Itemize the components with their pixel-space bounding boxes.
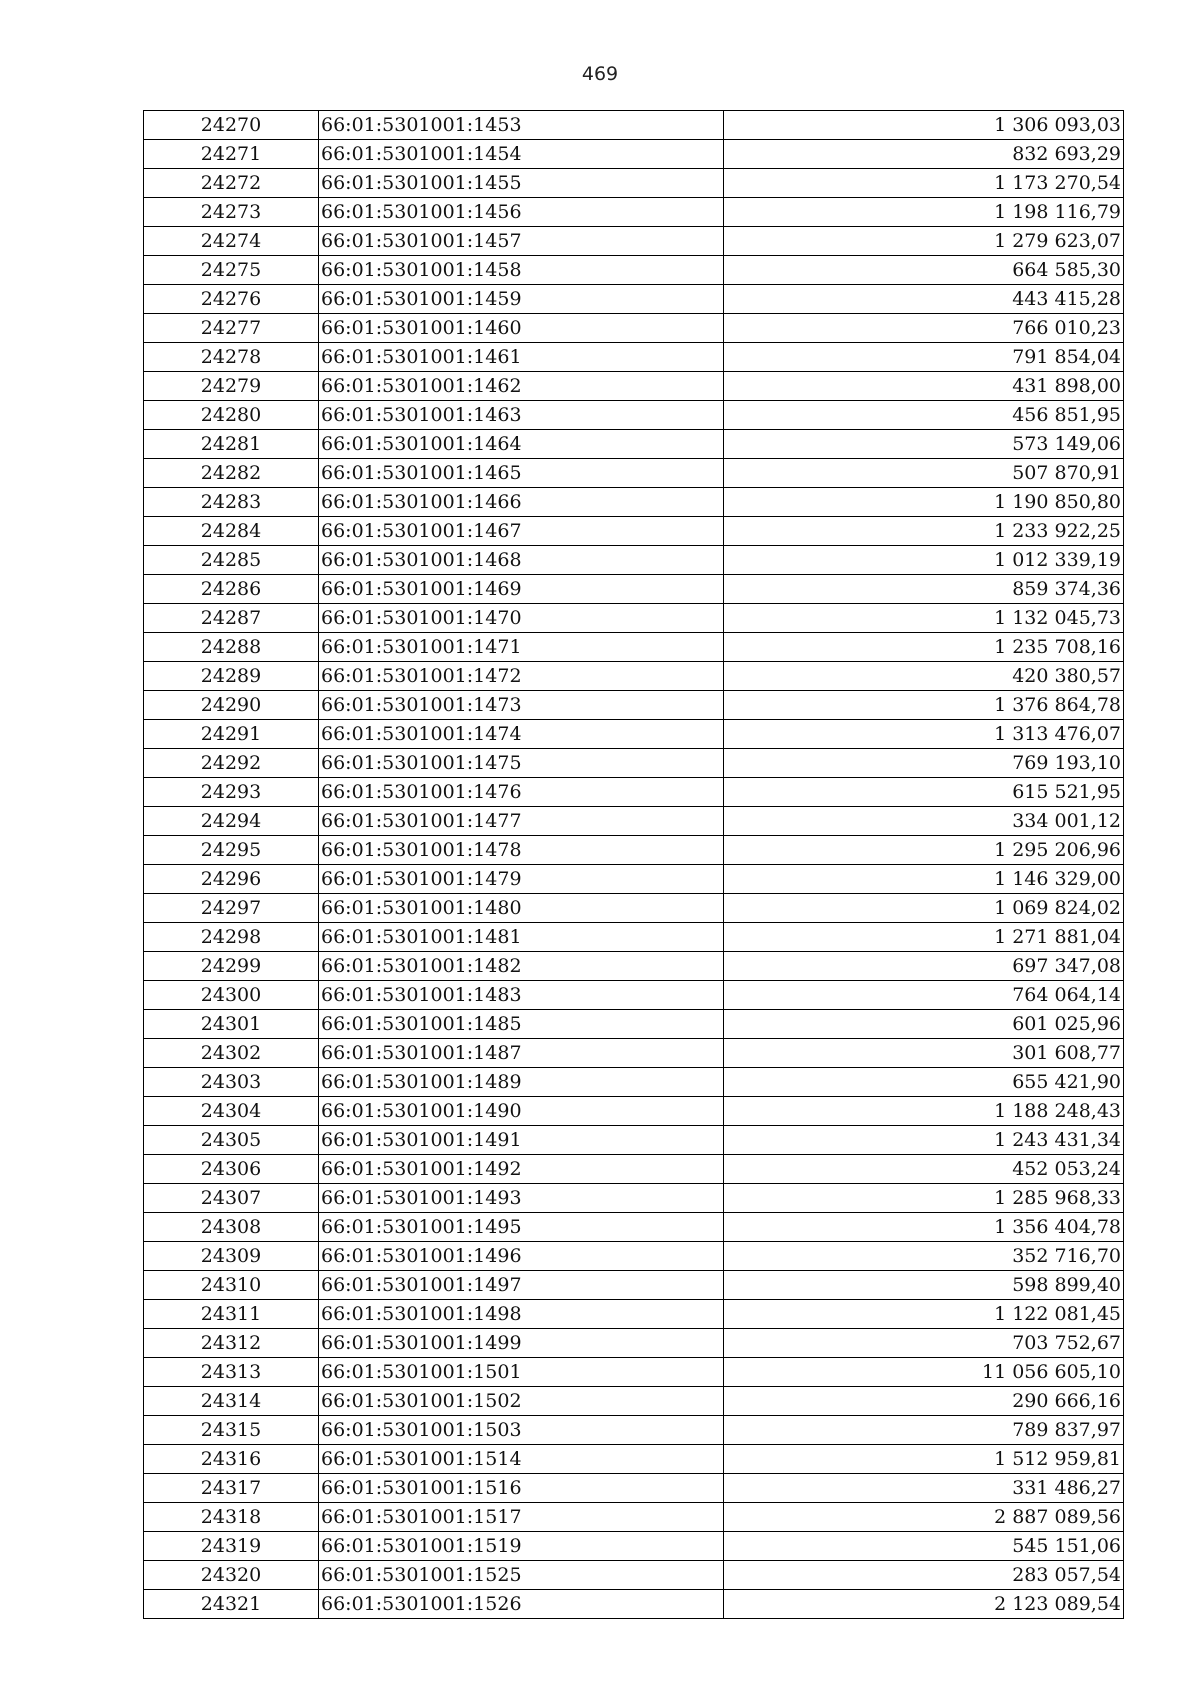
cadastral-number-cell: 66:01:5301001:1479 bbox=[319, 865, 724, 894]
table-row bbox=[144, 1503, 1124, 1532]
row-number-cell: 24319 bbox=[144, 1532, 319, 1561]
cadastral-number-cell: 66:01:5301001:1491 bbox=[319, 1126, 724, 1155]
row-number-cell: 24281 bbox=[144, 430, 319, 459]
row-number-cell: 24287 bbox=[144, 604, 319, 633]
table-row bbox=[144, 256, 1124, 285]
cadastral-value-cell: 1 313 476,07 bbox=[724, 720, 1124, 749]
table-row bbox=[144, 807, 1124, 836]
row-number-cell: 24270 bbox=[144, 111, 319, 140]
cadastral-value-cell: 766 010,23 bbox=[724, 314, 1124, 343]
cadastral-number-cell: 66:01:5301001:1469 bbox=[319, 575, 724, 604]
cadastral-value-cell: 1 012 339,19 bbox=[724, 546, 1124, 575]
cadastral-value-cell: 1 233 922,25 bbox=[724, 517, 1124, 546]
cadastral-number-cell: 66:01:5301001:1519 bbox=[319, 1532, 724, 1561]
table-row bbox=[144, 1300, 1124, 1329]
cadastral-value-cell: 601 025,96 bbox=[724, 1010, 1124, 1039]
cadastral-number-cell: 66:01:5301001:1483 bbox=[319, 981, 724, 1010]
cadastral-number-cell: 66:01:5301001:1502 bbox=[319, 1387, 724, 1416]
cadastral-number-cell: 66:01:5301001:1493 bbox=[319, 1184, 724, 1213]
cadastral-number-cell: 66:01:5301001:1460 bbox=[319, 314, 724, 343]
table-row bbox=[144, 140, 1124, 169]
table-row bbox=[144, 952, 1124, 981]
cadastral-value-cell: 545 151,06 bbox=[724, 1532, 1124, 1561]
cadastral-value-cell: 1 271 881,04 bbox=[724, 923, 1124, 952]
table-row bbox=[144, 1416, 1124, 1445]
row-number-cell: 24284 bbox=[144, 517, 319, 546]
row-number-cell: 24282 bbox=[144, 459, 319, 488]
cadastral-number-cell: 66:01:5301001:1476 bbox=[319, 778, 724, 807]
cadastral-value-cell: 443 415,28 bbox=[724, 285, 1124, 314]
cadastral-number-cell: 66:01:5301001:1516 bbox=[319, 1474, 724, 1503]
row-number-cell: 24305 bbox=[144, 1126, 319, 1155]
cadastral-number-cell: 66:01:5301001:1474 bbox=[319, 720, 724, 749]
row-number-cell: 24308 bbox=[144, 1213, 319, 1242]
table-row bbox=[144, 981, 1124, 1010]
table-row bbox=[144, 1213, 1124, 1242]
table-row bbox=[144, 111, 1124, 140]
cadastral-value-cell: 1 512 959,81 bbox=[724, 1445, 1124, 1474]
cadastral-number-cell: 66:01:5301001:1461 bbox=[319, 343, 724, 372]
cadastral-value-cell: 1 376 864,78 bbox=[724, 691, 1124, 720]
table-row bbox=[144, 1590, 1124, 1619]
row-number-cell: 24274 bbox=[144, 227, 319, 256]
row-number-cell: 24318 bbox=[144, 1503, 319, 1532]
cadastral-value-cell: 1 285 968,33 bbox=[724, 1184, 1124, 1213]
row-number-cell: 24301 bbox=[144, 1010, 319, 1039]
cadastral-value-cell: 697 347,08 bbox=[724, 952, 1124, 981]
cadastral-number-cell: 66:01:5301001:1455 bbox=[319, 169, 724, 198]
table-row bbox=[144, 1155, 1124, 1184]
cadastral-number-cell: 66:01:5301001:1468 bbox=[319, 546, 724, 575]
cadastral-value-cell: 1 243 431,34 bbox=[724, 1126, 1124, 1155]
cadastral-number-cell: 66:01:5301001:1492 bbox=[319, 1155, 724, 1184]
cadastral-number-cell: 66:01:5301001:1481 bbox=[319, 923, 724, 952]
row-number-cell: 24278 bbox=[144, 343, 319, 372]
table-row bbox=[144, 546, 1124, 575]
cadastral-value-cell: 1 173 270,54 bbox=[724, 169, 1124, 198]
cadastral-number-cell: 66:01:5301001:1499 bbox=[319, 1329, 724, 1358]
table-row bbox=[144, 343, 1124, 372]
row-number-cell: 24299 bbox=[144, 952, 319, 981]
table-row bbox=[144, 865, 1124, 894]
table-row bbox=[144, 749, 1124, 778]
cadastral-value-cell: 1 279 623,07 bbox=[724, 227, 1124, 256]
cadastral-value-cell: 859 374,36 bbox=[724, 575, 1124, 604]
row-number-cell: 24306 bbox=[144, 1155, 319, 1184]
row-number-cell: 24309 bbox=[144, 1242, 319, 1271]
row-number-cell: 24291 bbox=[144, 720, 319, 749]
cadastral-value-cell: 2 887 089,56 bbox=[724, 1503, 1124, 1532]
row-number-cell: 24315 bbox=[144, 1416, 319, 1445]
table-row bbox=[144, 923, 1124, 952]
cadastral-number-cell: 66:01:5301001:1459 bbox=[319, 285, 724, 314]
cadastral-value-cell: 452 053,24 bbox=[724, 1155, 1124, 1184]
table-row bbox=[144, 401, 1124, 430]
table-row bbox=[144, 836, 1124, 865]
cadastral-number-cell: 66:01:5301001:1477 bbox=[319, 807, 724, 836]
table-row bbox=[144, 459, 1124, 488]
cadastral-number-cell: 66:01:5301001:1466 bbox=[319, 488, 724, 517]
row-number-cell: 24320 bbox=[144, 1561, 319, 1590]
cadastral-number-cell: 66:01:5301001:1496 bbox=[319, 1242, 724, 1271]
cadastral-value-cell: 456 851,95 bbox=[724, 401, 1124, 430]
cadastral-number-cell: 66:01:5301001:1456 bbox=[319, 198, 724, 227]
row-number-cell: 24298 bbox=[144, 923, 319, 952]
cadastral-number-cell: 66:01:5301001:1485 bbox=[319, 1010, 724, 1039]
row-number-cell: 24297 bbox=[144, 894, 319, 923]
table-row bbox=[144, 575, 1124, 604]
cadastral-number-cell: 66:01:5301001:1471 bbox=[319, 633, 724, 662]
row-number-cell: 24312 bbox=[144, 1329, 319, 1358]
cadastral-number-cell: 66:01:5301001:1457 bbox=[319, 227, 724, 256]
cadastral-value-cell: 431 898,00 bbox=[724, 372, 1124, 401]
cadastral-value-cell: 1 146 329,00 bbox=[724, 865, 1124, 894]
table-row bbox=[144, 285, 1124, 314]
row-number-cell: 24293 bbox=[144, 778, 319, 807]
table-row bbox=[144, 1126, 1124, 1155]
cadastral-value-cell: 1 122 081,45 bbox=[724, 1300, 1124, 1329]
cadastral-number-cell: 66:01:5301001:1487 bbox=[319, 1039, 724, 1068]
cadastral-number-cell: 66:01:5301001:1490 bbox=[319, 1097, 724, 1126]
cadastral-number-cell: 66:01:5301001:1525 bbox=[319, 1561, 724, 1590]
cadastral-number-cell: 66:01:5301001:1480 bbox=[319, 894, 724, 923]
table-row bbox=[144, 488, 1124, 517]
row-number-cell: 24271 bbox=[144, 140, 319, 169]
cadastral-number-cell: 66:01:5301001:1462 bbox=[319, 372, 724, 401]
cadastral-value-cell: 1 198 116,79 bbox=[724, 198, 1124, 227]
cadastral-value-cell: 1 190 850,80 bbox=[724, 488, 1124, 517]
cadastral-value-cell: 1 356 404,78 bbox=[724, 1213, 1124, 1242]
table-row bbox=[144, 1329, 1124, 1358]
row-number-cell: 24321 bbox=[144, 1590, 319, 1619]
row-number-cell: 24317 bbox=[144, 1474, 319, 1503]
cadastral-value-cell: 301 608,77 bbox=[724, 1039, 1124, 1068]
table-row bbox=[144, 1445, 1124, 1474]
cadastral-number-cell: 66:01:5301001:1526 bbox=[319, 1590, 724, 1619]
row-number-cell: 24279 bbox=[144, 372, 319, 401]
table-row bbox=[144, 662, 1124, 691]
table-row bbox=[144, 720, 1124, 749]
table-body bbox=[144, 111, 1124, 1619]
cadastral-value-cell: 789 837,97 bbox=[724, 1416, 1124, 1445]
cadastral-value-cell: 420 380,57 bbox=[724, 662, 1124, 691]
table-row bbox=[144, 372, 1124, 401]
row-number-cell: 24304 bbox=[144, 1097, 319, 1126]
cadastral-value-cell: 1 235 708,16 bbox=[724, 633, 1124, 662]
cadastral-number-cell: 66:01:5301001:1517 bbox=[319, 1503, 724, 1532]
table-row bbox=[144, 1184, 1124, 1213]
table-row bbox=[144, 198, 1124, 227]
row-number-cell: 24272 bbox=[144, 169, 319, 198]
table-row bbox=[144, 314, 1124, 343]
row-number-cell: 24300 bbox=[144, 981, 319, 1010]
row-number-cell: 24313 bbox=[144, 1358, 319, 1387]
table-row bbox=[144, 633, 1124, 662]
cadastral-value-cell: 331 486,27 bbox=[724, 1474, 1124, 1503]
cadastral-number-cell: 66:01:5301001:1458 bbox=[319, 256, 724, 285]
table-row bbox=[144, 517, 1124, 546]
cadastral-number-cell: 66:01:5301001:1501 bbox=[319, 1358, 724, 1387]
row-number-cell: 24276 bbox=[144, 285, 319, 314]
table-row bbox=[144, 169, 1124, 198]
row-number-cell: 24289 bbox=[144, 662, 319, 691]
cadastral-value-cell: 764 064,14 bbox=[724, 981, 1124, 1010]
cadastral-value-cell: 703 752,67 bbox=[724, 1329, 1124, 1358]
cadastral-number-cell: 66:01:5301001:1467 bbox=[319, 517, 724, 546]
row-number-cell: 24286 bbox=[144, 575, 319, 604]
cadastral-value-cell: 832 693,29 bbox=[724, 140, 1124, 169]
cadastral-value-cell: 791 854,04 bbox=[724, 343, 1124, 372]
cadastral-number-cell: 66:01:5301001:1465 bbox=[319, 459, 724, 488]
table-row bbox=[144, 1242, 1124, 1271]
table-row bbox=[144, 1097, 1124, 1126]
cadastral-value-cell: 1 132 045,73 bbox=[724, 604, 1124, 633]
row-number-cell: 24290 bbox=[144, 691, 319, 720]
cadastral-number-cell: 66:01:5301001:1503 bbox=[319, 1416, 724, 1445]
cadastral-value-cell: 290 666,16 bbox=[724, 1387, 1124, 1416]
row-number-cell: 24295 bbox=[144, 836, 319, 865]
cadastral-number-cell: 66:01:5301001:1514 bbox=[319, 1445, 724, 1474]
cadastral-number-cell: 66:01:5301001:1498 bbox=[319, 1300, 724, 1329]
table-row bbox=[144, 1387, 1124, 1416]
cadastral-value-cell: 655 421,90 bbox=[724, 1068, 1124, 1097]
table-row bbox=[144, 227, 1124, 256]
row-number-cell: 24292 bbox=[144, 749, 319, 778]
cadastral-value-cell: 1 295 206,96 bbox=[724, 836, 1124, 865]
row-number-cell: 24273 bbox=[144, 198, 319, 227]
cadastral-value-cell: 1 069 824,02 bbox=[724, 894, 1124, 923]
row-number-cell: 24285 bbox=[144, 546, 319, 575]
table-row bbox=[144, 430, 1124, 459]
cadastral-number-cell: 66:01:5301001:1495 bbox=[319, 1213, 724, 1242]
cadastral-number-cell: 66:01:5301001:1464 bbox=[319, 430, 724, 459]
table-row bbox=[144, 1068, 1124, 1097]
cadastral-value-cell: 507 870,91 bbox=[724, 459, 1124, 488]
row-number-cell: 24277 bbox=[144, 314, 319, 343]
row-number-cell: 24314 bbox=[144, 1387, 319, 1416]
table-row bbox=[144, 1010, 1124, 1039]
row-number-cell: 24294 bbox=[144, 807, 319, 836]
cadastral-value-cell: 664 585,30 bbox=[724, 256, 1124, 285]
table-row bbox=[144, 1271, 1124, 1300]
row-number-cell: 24302 bbox=[144, 1039, 319, 1068]
cadastral-number-cell: 66:01:5301001:1473 bbox=[319, 691, 724, 720]
cadastral-value-cell: 615 521,95 bbox=[724, 778, 1124, 807]
page-number: 469 bbox=[581, 63, 619, 85]
row-number-cell: 24275 bbox=[144, 256, 319, 285]
cadastral-value-cell: 769 193,10 bbox=[724, 749, 1124, 778]
row-number-cell: 24316 bbox=[144, 1445, 319, 1474]
row-number-cell: 24283 bbox=[144, 488, 319, 517]
table-row bbox=[144, 604, 1124, 633]
row-number-cell: 24310 bbox=[144, 1271, 319, 1300]
cadastral-value-cell: 352 716,70 bbox=[724, 1242, 1124, 1271]
cadastral-number-cell: 66:01:5301001:1489 bbox=[319, 1068, 724, 1097]
table-row bbox=[144, 1358, 1124, 1387]
cadastral-number-cell: 66:01:5301001:1497 bbox=[319, 1271, 724, 1300]
cadastral-value-cell: 598 899,40 bbox=[724, 1271, 1124, 1300]
table-row bbox=[144, 778, 1124, 807]
table-row bbox=[144, 1561, 1124, 1590]
cadastral-number-cell: 66:01:5301001:1454 bbox=[319, 140, 724, 169]
cadastral-number-cell: 66:01:5301001:1470 bbox=[319, 604, 724, 633]
cadastral-number-cell: 66:01:5301001:1478 bbox=[319, 836, 724, 865]
row-number-cell: 24280 bbox=[144, 401, 319, 430]
cadastral-value-cell: 334 001,12 bbox=[724, 807, 1124, 836]
table-row bbox=[144, 691, 1124, 720]
row-number-cell: 24288 bbox=[144, 633, 319, 662]
row-number-cell: 24303 bbox=[144, 1068, 319, 1097]
cadastral-value-table bbox=[143, 110, 1124, 1619]
table-row bbox=[144, 1532, 1124, 1561]
cadastral-value-cell: 2 123 089,54 bbox=[724, 1590, 1124, 1619]
cadastral-number-cell: 66:01:5301001:1472 bbox=[319, 662, 724, 691]
table-row bbox=[144, 894, 1124, 923]
row-number-cell: 24311 bbox=[144, 1300, 319, 1329]
cadastral-value-cell: 1 306 093,03 bbox=[724, 111, 1124, 140]
cadastral-number-cell: 66:01:5301001:1463 bbox=[319, 401, 724, 430]
cadastral-value-cell: 283 057,54 bbox=[724, 1561, 1124, 1590]
cadastral-value-cell: 573 149,06 bbox=[724, 430, 1124, 459]
row-number-cell: 24296 bbox=[144, 865, 319, 894]
cadastral-number-cell: 66:01:5301001:1475 bbox=[319, 749, 724, 778]
row-number-cell: 24307 bbox=[144, 1184, 319, 1213]
table-row bbox=[144, 1474, 1124, 1503]
cadastral-number-cell: 66:01:5301001:1453 bbox=[319, 111, 724, 140]
table-row bbox=[144, 1039, 1124, 1068]
cadastral-number-cell: 66:01:5301001:1482 bbox=[319, 952, 724, 981]
cadastral-value-cell: 11 056 605,10 bbox=[724, 1358, 1124, 1387]
cadastral-value-cell: 1 188 248,43 bbox=[724, 1097, 1124, 1126]
